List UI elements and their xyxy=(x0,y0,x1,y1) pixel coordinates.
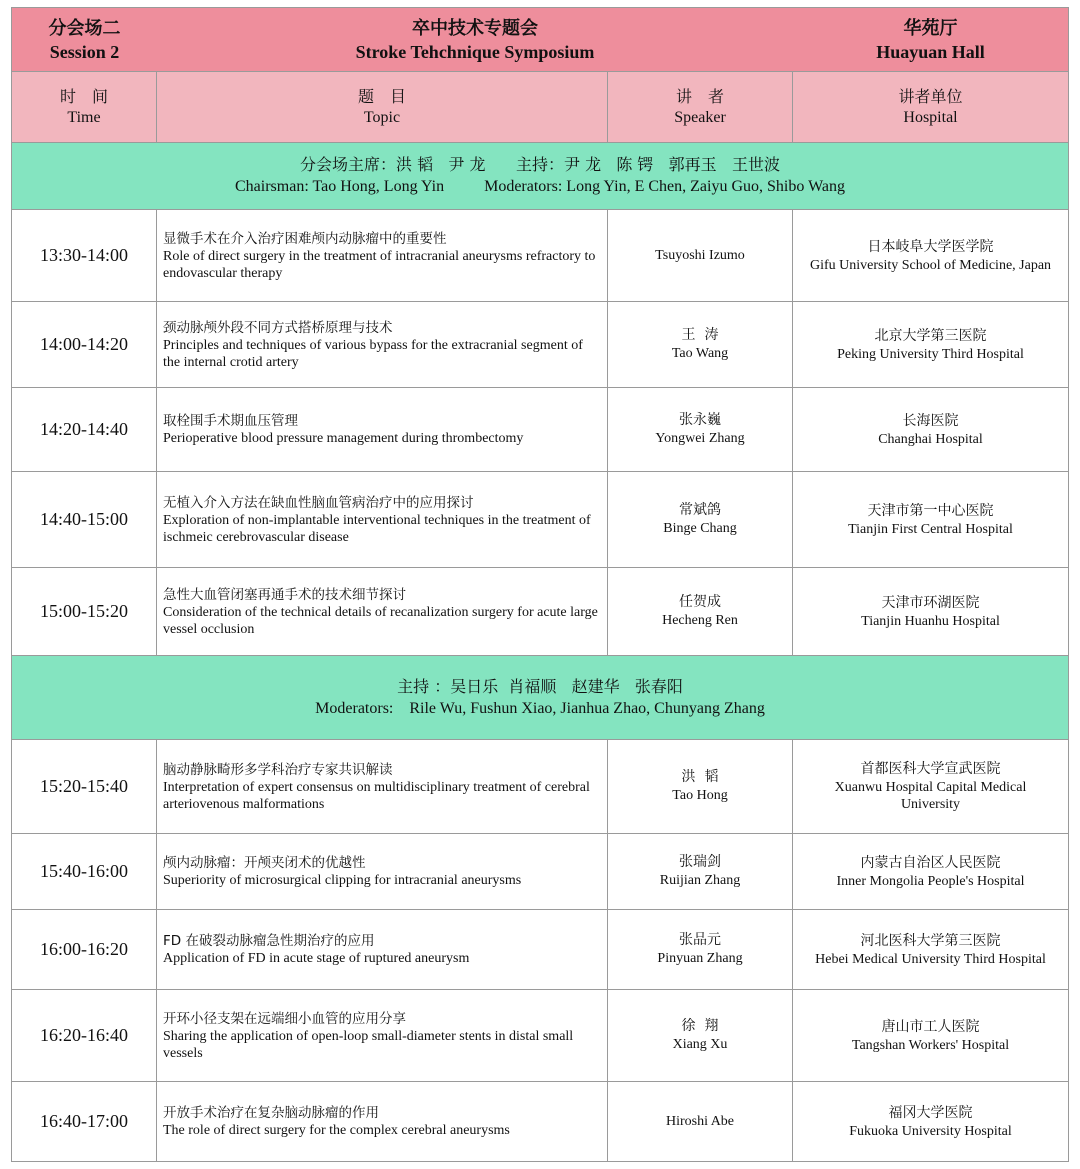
column-header-row xyxy=(11,72,1069,143)
row-hospital xyxy=(793,388,1069,472)
hall-en: Huayuan Hall xyxy=(876,41,985,62)
header-time xyxy=(11,72,157,143)
hospital-en: Hebei Medical University Third Hospital xyxy=(815,951,1046,967)
row-speaker xyxy=(608,740,793,834)
table-row xyxy=(11,210,1069,302)
topic-zh: 脑动静脉畸形多学科治疗专家共识解读 xyxy=(163,761,393,778)
chair-band-1-zh: 分会场主席：洪 韬 尹 龙 主持：尹 龙 陈 锷 郭再玉 王世波 xyxy=(300,155,780,174)
header-topic-en: Topic xyxy=(363,109,401,126)
header-time-en: Time xyxy=(67,109,101,126)
speaker-en: Tsuyoshi Izumo xyxy=(655,247,745,263)
row-speaker xyxy=(608,388,793,472)
speaker-en: Ruijian Zhang xyxy=(659,873,741,888)
speaker-en: Tao Hong xyxy=(672,788,728,803)
session-en: Session 2 xyxy=(49,41,120,62)
header-topic-zh: 题 目 xyxy=(357,87,406,106)
table-row xyxy=(11,990,1069,1082)
speaker-en: Hecheng Ren xyxy=(662,613,738,628)
row-time: 16:40-17:00 xyxy=(11,1082,157,1162)
hall-cell xyxy=(793,8,1069,72)
speaker-zh: 张瑞剑 xyxy=(679,854,721,870)
symposium-en: Stroke Tehchnique Symposium xyxy=(355,41,595,62)
topic-zh: 取栓围手术期血压管理 xyxy=(163,413,298,429)
topic-zh: 开放手术治疗在复杂脑动脉瘤的作用 xyxy=(163,1105,379,1121)
speaker-en: Hiroshi Abe xyxy=(665,1113,735,1129)
topic-en: The role of direct surgery for the complex cerebral aneurysms xyxy=(163,1123,510,1138)
topic-en: Sharing the application of open-loop small-diameter stents in distal small vessels xyxy=(163,1028,574,1061)
row-topic xyxy=(157,210,608,302)
row-hospital xyxy=(793,472,1069,568)
hospital-zh: 天津市环湖医院 xyxy=(881,594,980,611)
hall-zh: 华苑厅 xyxy=(903,17,958,39)
hospital-zh: 长海医院 xyxy=(902,412,959,429)
speaker-zh: 洪 韬 xyxy=(681,769,719,785)
topic-en: Perioperative blood pressure management during thrombectomy xyxy=(163,431,524,446)
schedule-sheet xyxy=(11,7,1069,1162)
table-row xyxy=(11,740,1069,834)
row-topic xyxy=(157,1082,608,1162)
row-time: 15:20-15:40 xyxy=(11,740,157,834)
topic-en: Interpretation of expert consensus on multidisciplinary treatment of cerebral arteriovenous malformations xyxy=(163,779,590,812)
header-hospital xyxy=(793,72,1069,143)
row-hospital xyxy=(793,302,1069,388)
header-speaker-zh: 讲 者 xyxy=(675,87,724,106)
table-row xyxy=(11,568,1069,656)
topic-en: Principles and techniques of various bypass for the extracranial segment of the internal crotid artery xyxy=(163,337,583,370)
table-row xyxy=(11,910,1069,990)
row-topic xyxy=(157,568,608,656)
speaker-zh: 任贺成 xyxy=(679,594,721,610)
row-topic xyxy=(157,302,608,388)
hospital-en: Gifu University School of Medicine, Japan xyxy=(809,257,1052,273)
session-title-row xyxy=(11,7,1069,72)
speaker-zh: 张永巍 xyxy=(679,412,721,428)
topic-zh: 无植入介入方法在缺血性脑血管病治疗中的应用探讨 xyxy=(163,494,474,511)
hospital-zh: 河北医科大学第三医院 xyxy=(860,932,1001,949)
hospital-zh: 北京大学第三医院 xyxy=(874,327,987,344)
header-time-zh: 时 间 xyxy=(59,87,108,106)
chair-band-1-en: Chairsman: Tao Hong, Long Yin Moderators: Long Yin, E Chen, Zaiyu Guo, Shibo Wang xyxy=(235,178,845,195)
speaker-en: Xiang Xu xyxy=(672,1037,728,1052)
table-row xyxy=(11,834,1069,910)
row-hospital xyxy=(793,1082,1069,1162)
header-speaker-en: Speaker xyxy=(674,109,726,126)
row-topic xyxy=(157,990,608,1082)
row-speaker xyxy=(608,990,793,1082)
hospital-zh: 首都医科大学宣武医院 xyxy=(860,761,1001,777)
chair-band-1 xyxy=(11,143,1069,210)
row-speaker xyxy=(608,568,793,656)
row-time: 16:00-16:20 xyxy=(11,910,157,990)
topic-en: Application of FD in acute stage of ruptured aneurysm xyxy=(163,951,470,966)
row-topic xyxy=(157,388,608,472)
topic-zh: 颅内动脉瘤：开颅夹闭术的优越性 xyxy=(163,855,366,871)
header-hospital-zh: 讲者单位 xyxy=(898,87,963,106)
hospital-zh: 内蒙古自治区人民医院 xyxy=(860,854,1001,871)
header-speaker xyxy=(608,72,793,143)
hospital-en: Tianjin Huanhu Hospital xyxy=(861,613,1000,629)
symposium-zh: 卒中技术专题会 xyxy=(412,17,538,39)
row-time: 14:00-14:20 xyxy=(11,302,157,388)
row-hospital xyxy=(793,910,1069,990)
hospital-en: Peking University Third Hospital xyxy=(837,346,1024,362)
topic-zh: FD 在破裂动脉瘤急性期治疗的应用 xyxy=(163,933,375,949)
table-row xyxy=(11,1082,1069,1162)
session-zh: 分会场二 xyxy=(48,17,121,39)
row-time: 14:40-15:00 xyxy=(11,472,157,568)
hospital-en: Tangshan Workers' Hospital xyxy=(851,1037,1010,1053)
hospital-zh: 日本岐阜大学医学院 xyxy=(867,238,994,255)
topic-en: Role of direct surgery in the treatment of intracranial aneurysms refractory to endovascular therapy xyxy=(163,248,596,281)
hospital-zh: 唐山市工人医院 xyxy=(881,1018,980,1035)
row-topic xyxy=(157,740,608,834)
row-speaker xyxy=(608,910,793,990)
row-time: 14:20-14:40 xyxy=(11,388,157,472)
row-time: 13:30-14:00 xyxy=(11,210,157,302)
table-row xyxy=(11,388,1069,472)
row-speaker xyxy=(608,302,793,388)
speaker-en: Tao Wang xyxy=(671,346,729,361)
hospital-zh: 天津市第一中心医院 xyxy=(867,502,994,519)
row-topic xyxy=(157,834,608,910)
row-time: 15:40-16:00 xyxy=(11,834,157,910)
topic-en: Consideration of the technical details of recanalization surgery for acute large vessel occlusion xyxy=(163,604,598,637)
row-hospital xyxy=(793,834,1069,910)
topic-en: Exploration of non-implantable interventional techniques in the treatment of ischmeic cerebrovascular disease xyxy=(163,512,591,545)
row-speaker xyxy=(608,210,793,302)
chair-band-2-en: Moderators: Rile Wu, Fushun Xiao, Jianhua Zhao, Chunyang Zhang xyxy=(315,699,765,717)
row-speaker xyxy=(608,472,793,568)
chair-band-2 xyxy=(11,656,1069,740)
hospital-en: Xuanwu Hospital Capital Medical University xyxy=(834,780,1027,812)
topic-zh: 开环小径支架在远端细小血管的应用分享 xyxy=(163,1010,406,1027)
topic-zh: 显微手术在介入治疗困难颅内动脉瘤中的重要性 xyxy=(163,230,447,247)
symposium-cell xyxy=(157,8,793,72)
hospital-en: Tianjin First Central Hospital xyxy=(848,521,1013,537)
row-topic xyxy=(157,472,608,568)
row-speaker xyxy=(608,834,793,910)
session-cell xyxy=(11,8,157,72)
row-hospital xyxy=(793,568,1069,656)
table-row xyxy=(11,302,1069,388)
hospital-en: Fukuoka University Hospital xyxy=(849,1123,1012,1139)
speaker-zh: 徐 翔 xyxy=(681,1018,719,1034)
row-hospital xyxy=(793,210,1069,302)
topic-zh: 急性大血管闭塞再通手术的技术细节探讨 xyxy=(163,586,406,603)
row-hospital xyxy=(793,990,1069,1082)
hospital-en: Changhai Hospital xyxy=(878,431,983,447)
speaker-en: Pinyuan Zhang xyxy=(657,951,743,966)
hospital-zh: 福冈大学医院 xyxy=(888,1104,973,1121)
row-speaker xyxy=(608,1082,793,1162)
header-hospital-en: Hospital xyxy=(903,109,958,126)
speaker-en: Yongwei Zhang xyxy=(655,431,745,446)
chair-band-2-zh: 主持 ：吴日乐 肖福顺 赵建华 张春阳 xyxy=(397,676,683,696)
row-time: 15:00-15:20 xyxy=(11,568,157,656)
hospital-en: Inner Mongolia People's Hospital xyxy=(836,873,1025,889)
topic-zh: 颈动脉颅外段不同方式搭桥原理与技术 xyxy=(163,319,393,336)
topic-en: Superiority of microsurgical clipping for intracranial aneurysms xyxy=(163,873,522,888)
header-topic xyxy=(157,72,608,143)
row-topic xyxy=(157,910,608,990)
table-row xyxy=(11,472,1069,568)
row-hospital xyxy=(793,740,1069,834)
speaker-zh: 张品元 xyxy=(679,932,721,948)
speaker-en: Binge Chang xyxy=(663,521,737,536)
speaker-zh: 王 涛 xyxy=(681,327,719,343)
row-time: 16:20-16:40 xyxy=(11,990,157,1082)
speaker-zh: 常斌鸽 xyxy=(679,502,721,518)
